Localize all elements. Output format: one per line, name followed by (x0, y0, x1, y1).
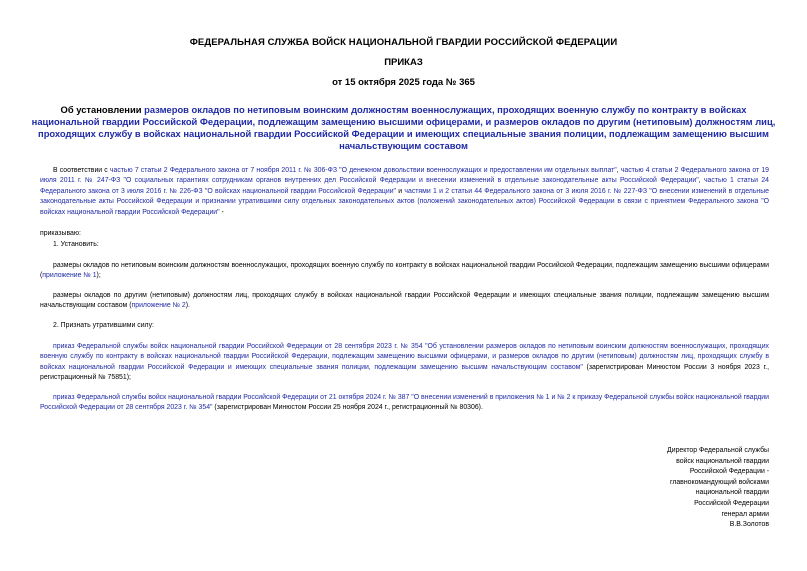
signature-line: Российской Федерации - (689, 468, 769, 476)
item-1-sub-1-text: размеры окладов по нетиповым воинским должностям военнослужащих, проходящих военную службу по контракту в войсках национальной гвардии Российской Федерации, подлежащим замещению высшими офицерами ( (40, 262, 769, 280)
appendix-1-link[interactable]: приложение № 1 (42, 272, 97, 280)
preamble-link-law-306[interactable]: частью 7 статьи 2 Федерального закона от 7 ноября 2011 г. № 306-ФЗ "О денежном довольствии военнослужащих и предоставлении им отдельных выплат" (109, 167, 617, 174)
preamble-text-5: - (219, 208, 224, 216)
repealed-order-354-link[interactable]: приказ Федеральной службы войск национальной гвардии Российской Федерации от 28 сентября 2023 г. № 354 "Об установлении размеров окладов по нетиповым воинским должностям военнослужащих, проходящих военную службу по контракту в войсках национальной гвардии Российской Федерации, подлежащим замещению высшими офицерами, и размеров окладов по другим (нетиповым) должностям лиц, проходящих службу в войсках национальной гвардии Российской Федерации и имеющих специальные звания полиции, подлежащим замещению высшим начальствующим составом" (40, 343, 769, 371)
signature-line: войск национальной гвардии (676, 457, 769, 465)
item-1-sub-2-text: размеры окладов по другим (нетиповым) должностям лиц, проходящих службу в войсках национальной гвардии Российской Федерации и имеющих специальные звания полиции, подлежащим замещению высшим начальствующим составом ( (40, 292, 769, 310)
signature-line: Директор Федеральной службы (667, 447, 769, 454)
preamble-link-law-247[interactable]: частью 4 статьи 2 Федерального закона от 19 июля 2011 г. № 247-ФЗ "О социальных гарантиях сотрудникам органов внутренних дел Российской Федерации и внесении изменений в отдельные законодательные акты Российской Федерации" (40, 167, 769, 185)
document-date: от 15 октября 2025 года № 365 (332, 77, 475, 88)
item-2-sub-1-end: (зарегистрирован Минюстом России 3 ноября 2023 г., регистрационный № 75851); (40, 363, 769, 382)
preamble-text-4: и (396, 187, 405, 195)
signature-line: генерал армии (721, 510, 769, 518)
signature-line: Российской Федерации (694, 499, 769, 507)
preamble-text-1: В соответствии с (53, 167, 110, 174)
item-2-sub-2-end: (зарегистрирован Минюстом России 25 ноября 2024 г., регистрационный № 80306). (212, 404, 483, 412)
item-2-sub-2 (40, 393, 769, 414)
item-1-sub-2 (40, 291, 769, 312)
title-link[interactable]: размеров окладов по нетиповым воинским должностям военнослужащих, проходящих военную службу по контракту в войсках национальной гвардии Российской Федерации, подлежащим замещению высшими офицерами, и размеров окладов по другим (нетиповым) должностям лиц, проходящих службу в войсках национальной гвардии Российской Федерации и имеющих специальные звания полиции, подлежащим замещению высшим начальствующим составом (31, 104, 776, 151)
signature-line: главнокомандующий войсками (669, 478, 769, 486)
item-1-heading: 1. Установить: (53, 241, 99, 248)
item-1-sub-1-end: ); (96, 272, 101, 280)
document-title (28, 104, 779, 152)
preamble-link-law-226[interactable]: частью 1 статьи 24 Федерального закона от 3 июля 2016 г. № 226-ФЗ "О войсках национальной гвардии Российской Федерации" (40, 177, 769, 195)
preamble-text-3: , (698, 177, 704, 185)
signature-name: В.В.Золотов (729, 521, 769, 529)
title-prefix: Об установлении (60, 104, 145, 115)
item-2-heading: 2. Признать утратившими силу: (53, 322, 154, 329)
order-word: приказываю: (40, 230, 81, 237)
repealed-order-387-link[interactable]: приказ Федеральной службы войск национальной гвардии Российской Федерации от 21 октября 2024 г. № 387 "О внесении изменений в приложения № 1 и № 2 к приказу Федеральной службы войск национальной гвардии Российской Федерации от 28 сентября 2023 г. № 354" (40, 394, 769, 412)
appendix-2-link[interactable]: приложение № 2 (131, 302, 186, 310)
preamble-text-2: , (616, 167, 621, 174)
item-1-sub-2-end: ). (185, 302, 190, 310)
signature-block (629, 446, 769, 531)
item-2-sub-1 (40, 342, 769, 384)
signature-line: национальной гвардии (695, 489, 769, 497)
preamble-paragraph (40, 166, 769, 218)
agency-name: ФЕДЕРАЛЬНАЯ СЛУЖБА ВОЙСК НАЦИОНАЛЬНОЙ ГВАРДИИ РОССИЙСКОЙ ФЕДЕРАЦИИ (189, 37, 618, 48)
document-type: ПРИКАЗ (384, 57, 423, 68)
preamble-link-law-227[interactable]: частями 1 и 2 статьи 44 Федерального закона от 3 июля 2016 г. № 227-ФЗ "О внесении изменений в отдельные законодательные акты Российской Федерации и признании утратившими силу отдельных законодательных актов (положений законодательных актов) Российской Федерации в связи с принятием Федерального закона "О войсках национальной гвардии Российской Федерации" (40, 187, 770, 216)
item-1-sub-1 (40, 261, 769, 282)
